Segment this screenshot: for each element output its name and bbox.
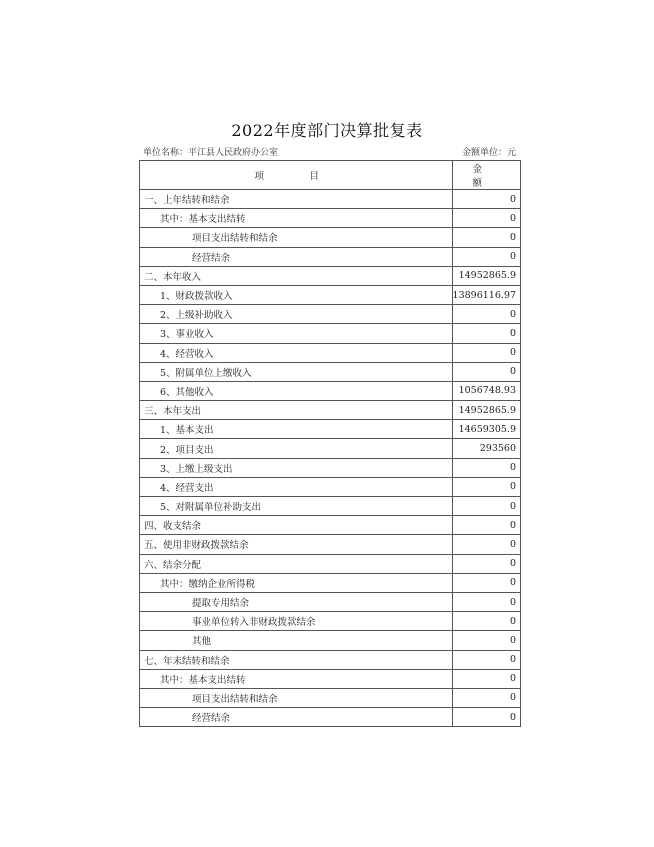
row-amount: 0 <box>452 477 520 496</box>
row-item: 其他 <box>140 631 453 650</box>
row-item: 七、年末结转和结余 <box>140 650 453 669</box>
table-row <box>140 708 521 727</box>
row-item: 六、结余分配 <box>140 554 453 573</box>
row-amount: 0 <box>452 669 520 688</box>
table-row <box>140 458 521 477</box>
row-item: 二、本年收入 <box>140 266 453 285</box>
row-amount: 0 <box>452 190 520 209</box>
table-row <box>140 592 521 611</box>
table-row <box>140 285 521 304</box>
table-row <box>140 554 521 573</box>
row-amount: 0 <box>452 305 520 324</box>
table-row <box>140 477 521 496</box>
row-item: 4、经营收入 <box>140 343 453 362</box>
row-item: 提取专用结余 <box>140 592 453 611</box>
row-item: 其中：基本支出结转 <box>140 209 453 228</box>
row-amount: 1056748.93 <box>452 381 520 400</box>
row-amount: 0 <box>452 324 520 343</box>
row-amount: 0 <box>452 688 520 707</box>
row-item: 其中：基本支出结转 <box>140 669 453 688</box>
row-item: 三、本年支出 <box>140 401 453 420</box>
document-title: 2022年度部门决算批复表 <box>231 121 423 140</box>
row-item: 5、附属单位上缴收入 <box>140 362 453 381</box>
row-item: 经营结余 <box>140 247 453 266</box>
row-amount: 0 <box>452 573 520 592</box>
table-row <box>140 324 521 343</box>
table-row <box>140 516 521 535</box>
row-amount: 0 <box>452 708 520 727</box>
table-row <box>140 228 521 247</box>
table-row <box>140 535 521 554</box>
table-row <box>140 362 521 381</box>
row-amount: 0 <box>452 209 520 228</box>
row-item: 1、基本支出 <box>140 420 453 439</box>
table-row <box>140 305 521 324</box>
row-item: 一、上年结转和结余 <box>140 190 453 209</box>
unit-name: 单位名称：平江县人民政府办公室 <box>143 148 279 158</box>
row-amount: 0 <box>452 631 520 650</box>
row-amount: 0 <box>452 612 520 631</box>
row-item: 1、财政拨款收入 <box>140 285 453 304</box>
table-row <box>140 612 521 631</box>
row-amount: 14952865.9 <box>452 266 520 285</box>
row-amount: 13896116.97 <box>452 285 520 304</box>
table-row <box>140 650 521 669</box>
table-row <box>140 688 521 707</box>
row-amount: 293560 <box>452 439 520 458</box>
row-item: 五、使用非财政拨款结余 <box>140 535 453 554</box>
header-item: 项 目 <box>140 161 453 190</box>
table-row <box>140 631 521 650</box>
table-row <box>140 343 521 362</box>
row-item: 项目支出结转和结余 <box>140 228 453 247</box>
row-item: 5、对附属单位补助支出 <box>140 497 453 516</box>
table-row <box>140 266 521 285</box>
table-row <box>140 190 521 209</box>
row-amount: 0 <box>452 650 520 669</box>
row-item: 2、项目支出 <box>140 439 453 458</box>
row-amount: 14659305.9 <box>452 420 520 439</box>
approval-table <box>139 160 528 727</box>
table-row <box>140 497 521 516</box>
row-amount: 0 <box>452 458 520 477</box>
row-amount: 14952865.9 <box>452 401 520 420</box>
row-item: 3、事业收入 <box>140 324 453 343</box>
row-item: 4、经营支出 <box>140 477 453 496</box>
table-row <box>140 439 521 458</box>
table-row <box>140 401 521 420</box>
table-row <box>140 247 521 266</box>
row-amount: 0 <box>452 592 520 611</box>
amount-unit: 金额单位：元 <box>462 148 517 158</box>
table-row <box>140 209 521 228</box>
row-item: 6、其他收入 <box>140 381 453 400</box>
row-amount: 0 <box>452 343 520 362</box>
row-item: 2、上级补助收入 <box>140 305 453 324</box>
row-amount: 0 <box>452 362 520 381</box>
row-item: 项目支出结转和结余 <box>140 688 453 707</box>
row-amount: 0 <box>452 228 520 247</box>
row-item: 经营结余 <box>140 708 453 727</box>
row-item: 3、上缴上级支出 <box>140 458 453 477</box>
table-row <box>140 381 521 400</box>
header-amount: 金 额 <box>452 161 520 190</box>
table-row <box>140 573 521 592</box>
row-amount: 0 <box>452 516 520 535</box>
row-amount: 0 <box>452 247 520 266</box>
row-item: 其中：缴纳企业所得税 <box>140 573 453 592</box>
row-amount: 0 <box>452 497 520 516</box>
row-amount: 0 <box>452 535 520 554</box>
row-item: 四、收支结余 <box>140 516 453 535</box>
table-row <box>140 420 521 439</box>
row-amount: 0 <box>452 554 520 573</box>
table-row <box>140 669 521 688</box>
row-item: 事业单位转入非财政拨款结余 <box>140 612 453 631</box>
table-header-row <box>140 161 521 190</box>
